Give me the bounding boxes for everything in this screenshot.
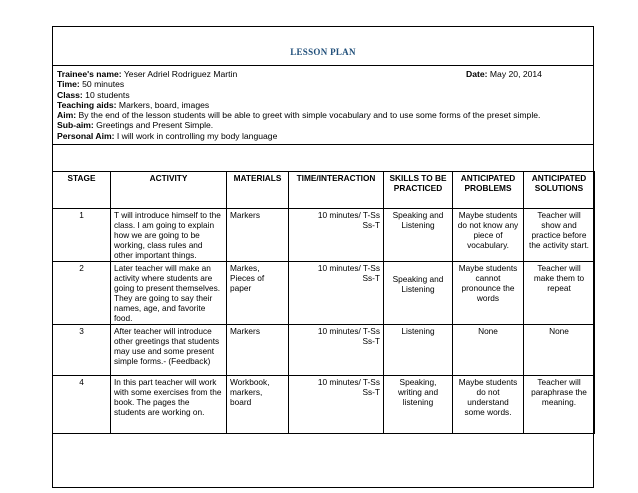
time-label: Time: [57,79,80,90]
time-sub: Ss-T [362,387,380,397]
personal-aim-label: Personal Aim: [57,130,115,141]
skills-cell: Speaking and Listening [384,262,453,325]
page-title: LESSON PLAN [290,47,356,57]
header-stage: STAGE [53,172,111,209]
time-cell [289,325,384,376]
materials-cell: Markers [227,209,289,262]
stage-cell: 2 [53,262,111,325]
time-main: 10 minutes/ T-Ss [317,210,380,220]
table-header-row [53,172,595,209]
date-line [466,69,542,79]
class-label: Class: [57,89,83,100]
header-activity: ACTIVITY [111,172,227,209]
subaim-line [57,120,587,130]
activity-cell: After teacher will introduce other greetings that students may use and some present simple forms.- (Feedback) [111,325,227,376]
skills-cell: Speaking, writing and listening [384,376,453,434]
personal-aim-line [57,131,587,141]
time-cell [289,262,384,325]
subaim-label: Sub-aim: [57,120,94,131]
activity-cell: T will introduce himself to the class. I am going to explain how we are going to be working, class rules and other important things. [111,209,227,262]
aids-value: Markers, board, images [116,99,210,110]
solutions-cell: Teacher will show and practice before the activity start. [524,209,595,262]
solutions-cell: None [524,325,595,376]
stage-cell: 3 [53,325,111,376]
aids-label: Teaching aids: [57,99,117,110]
time-sub: Ss-T [362,336,380,346]
time-sub: Ss-T [362,273,380,283]
materials-cell: Markes, Pieces of paper [227,262,289,325]
lesson-info [57,69,587,141]
table-row [53,262,595,325]
stage-cell: 4 [53,376,111,434]
aim-value: By the end of the lesson students will be able to greet with simple vocabulary and to use some forms of the preset simple. [76,110,541,121]
problems-cell: Maybe students cannot pronounce the words [453,262,524,325]
problems-cell: Maybe students do not know any piece of vocabulary. [453,209,524,262]
trainee-value: Yeser Adriel Rodriguez Martin [121,69,238,79]
info-divider [52,144,594,145]
activity-cell: Later teacher will make an activity where students are going to present themselves. They are going to say their names, age, and favorite food. [111,262,227,325]
header-time: TIME/INTERACTION [289,172,384,209]
header-solutions: ANTICIPATED SOLUTIONS [524,172,595,209]
solutions-cell: Teacher will make them to repeat [524,262,595,325]
skills-cell: Speaking and Listening [384,209,453,262]
time-cell [289,209,384,262]
header-materials: MATERIALS [227,172,289,209]
date-label: Date: [466,69,488,79]
materials-cell: Workbook, markers, board [227,376,289,434]
time-value: 50 minutes [79,79,125,90]
time-main: 10 minutes/ T-Ss [317,263,380,273]
stage-cell: 1 [53,209,111,262]
activity-cell: In this part teacher will work with some exercises from the book. The pages the students are working on. [111,376,227,434]
skills-cell: Listening [384,325,453,376]
class-value: 10 students [82,89,130,100]
time-cell [289,376,384,434]
table-row [53,209,595,262]
table-row [53,325,595,376]
header-problems: ANTICIPATED PROBLEMS [453,172,524,209]
problems-cell: Maybe students do not understand some words. [453,376,524,434]
date-value: May 20, 2014 [487,69,542,79]
table-row [53,376,595,434]
header-skills: SKILLS TO BE PRACTICED [384,172,453,209]
class-line [57,90,587,100]
trainee-label: Trainee's name: [57,69,122,79]
aids-line [57,100,587,110]
lesson-plan-table [52,171,595,434]
time-sub: Ss-T [362,220,380,230]
problems-cell: None [453,325,524,376]
aim-line [57,110,587,120]
time-line [57,79,587,89]
subaim-value: Greetings and Present Simple. [93,120,214,131]
title-row [52,26,594,66]
time-main: 10 minutes/ T-Ss [317,326,380,336]
personal-aim-value: I will work in controlling my body language [114,130,278,141]
solutions-cell: Teacher will paraphrase the meaning. [524,376,595,434]
time-main: 10 minutes/ T-Ss [317,377,380,387]
materials-cell: Markers [227,325,289,376]
aim-label: Aim: [57,110,77,121]
